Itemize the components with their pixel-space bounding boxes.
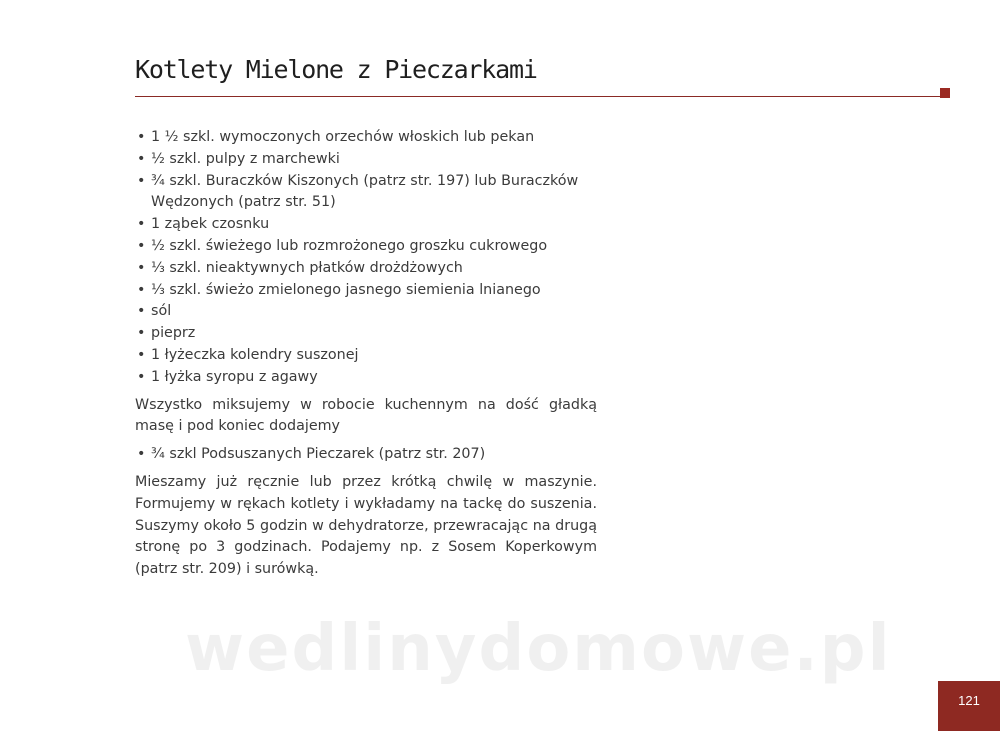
extra-ingredient-list <box>135 444 597 466</box>
ingredient-item: • 1 ząbek czosnku <box>135 214 597 236</box>
page-title: Kotlety Mielone z Pieczarkami <box>135 55 537 84</box>
page-number: 121 <box>958 693 980 708</box>
ingredient-item: • ⅓ szkl. nieaktywnych płatków drożdżowych <box>135 258 597 280</box>
recipe-content <box>135 127 597 581</box>
ingredient-item: • ⅓ szkl. świeżo zmielonego jasnego siemienia lnianego <box>135 280 597 302</box>
rule-end-square <box>940 88 950 98</box>
ingredient-item: • sól <box>135 301 597 323</box>
ingredient-item: • ½ szkl. świeżego lub rozmrożonego groszku cukrowego <box>135 236 597 258</box>
ingredient-item: • ¾ szkl. Buraczków Kiszonych (patrz str. 197) lub Buraczków Wędzonych (patrz str. 51) <box>135 171 597 215</box>
page-number-box <box>938 681 1000 731</box>
instruction-paragraph: Mieszamy już ręcznie lub przez krótką chwilę w maszynie. Formujemy w rękach kotlety i wykładamy na tackę do suszenia. Suszymy około 5 godzin w dehydratorze, przewracając na drugą stronę po 3 godzinach. Podajemy np. z Sosem Koperkowym (patrz str. 209) i surówką. <box>135 473 597 578</box>
ingredient-item: • pieprz <box>135 323 597 345</box>
instruction-paragraph: Wszystko miksujemy w robocie kuchennym na dość gładką masę i pod koniec dodajemy <box>135 396 597 435</box>
ingredient-item: • ¾ szkl Podsuszanych Pieczarek (patrz str. 207) <box>135 444 597 466</box>
ingredient-item: • 1 łyżeczka kolendry suszonej <box>135 345 597 367</box>
ingredient-item: • 1 ½ szkl. wymoczonych orzechów włoskich lub pekan <box>135 127 597 149</box>
title-rule <box>135 96 943 97</box>
ingredient-item: • 1 łyżka syropu z agawy <box>135 367 597 389</box>
ingredient-item: • ½ szkl. pulpy z marchewki <box>135 149 597 171</box>
ingredient-list <box>135 127 597 389</box>
watermark: wedlinydomowe.pl <box>185 612 892 686</box>
